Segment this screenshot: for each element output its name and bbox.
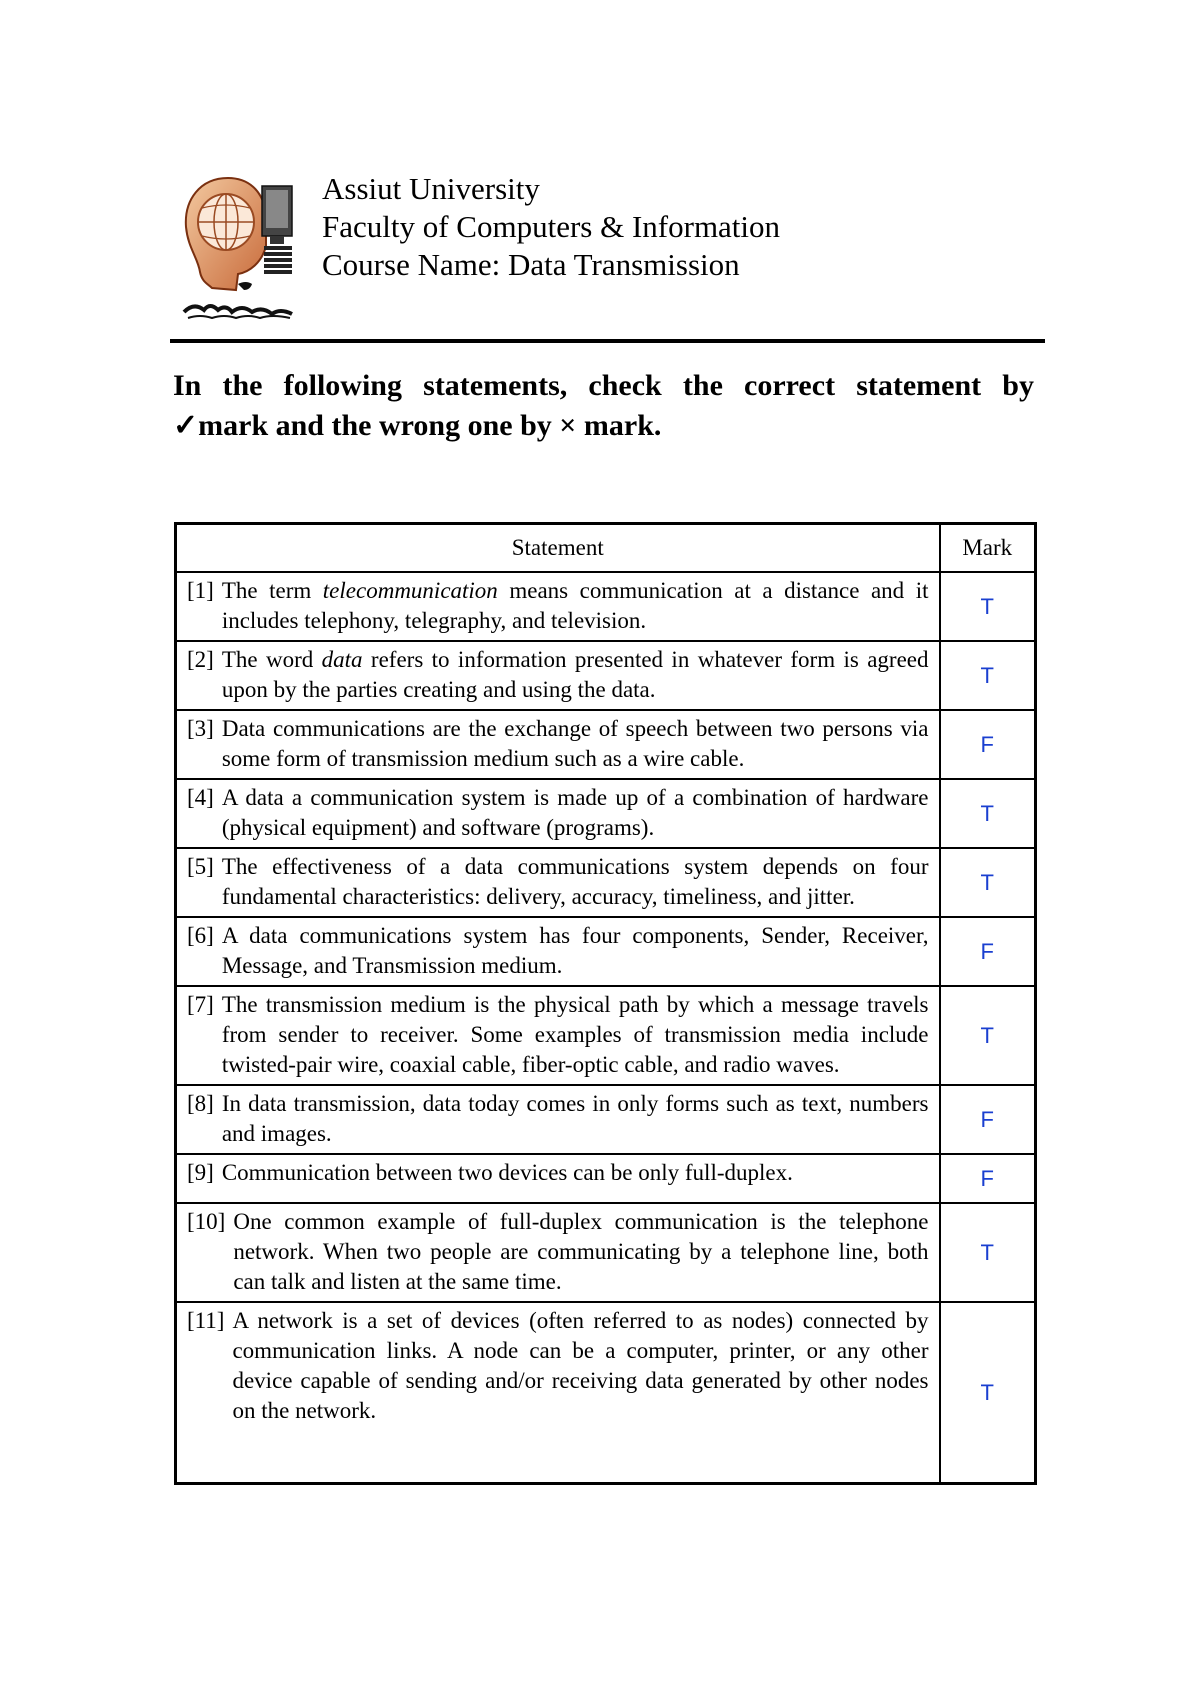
statement-text: The transmission medium is the physical path by which a message travels from sender to receiver. Some examples of transmission media include twisted-pair wire, coaxial cable, fiber-optic cable, and radio waves. [221, 992, 929, 1077]
mark-cell: T [940, 986, 1036, 1085]
statement-cell [176, 986, 940, 1085]
course-name: Course Name: Data Transmission [322, 247, 740, 282]
table-row [176, 986, 1036, 1085]
statement-text: One common example of full-duplex communication is the telephone network. When two people are communicating by a telephone line, both can talk and listen at the same time. [233, 1209, 929, 1294]
table-header-row [176, 524, 1036, 573]
statement-text: The effectiveness of a data communications system depends on four fundamental characteristics: delivery, accuracy, timeliness, and jitter. [221, 854, 929, 909]
mark-cell: T [940, 572, 1036, 641]
statement-number: [3] [187, 716, 214, 741]
statement-text: The word data refers to information presented in whatever form is agreed upon by the parties creating and using the data. [221, 647, 929, 702]
instruction-text [173, 366, 1034, 446]
statement-text: Data communications are the exchange of speech between two persons via some form of transmission medium such as a wire cable. [221, 716, 929, 771]
mark-cell: T [940, 641, 1036, 710]
statement-cell [176, 1203, 940, 1302]
statement-cell [176, 779, 940, 848]
table-row [176, 1203, 1036, 1302]
table-row [176, 572, 1036, 641]
mark-header: Mark [940, 524, 1036, 573]
instruction-line-2: ✓mark and the wrong one by × mark. [173, 409, 662, 442]
statement-number: [6] [187, 923, 214, 948]
statements-table [174, 522, 1037, 1485]
statement-cell [176, 917, 940, 986]
statement-number: [7] [187, 992, 214, 1017]
logo-icon [178, 172, 302, 322]
statement-text: A data communications system has four components, Sender, Receiver, Message, and Transmission medium. [221, 923, 929, 978]
statement-text: A network is a set of devices (often referred to as nodes) connected by communication links. A node can be a computer, printer, or any other device capable of sending and/or receiving data generated by other nodes on the network. [232, 1308, 929, 1423]
statement-cell [176, 1154, 940, 1203]
statement-text: A data a communication system is made up of a combination of hardware (physical equipment) and software (programs). [221, 785, 929, 840]
statement-cell [176, 641, 940, 710]
statement-text: Communication between two devices can be only full-duplex. [221, 1160, 793, 1185]
mark-cell: F [940, 1154, 1036, 1203]
statement-number: [2] [187, 647, 214, 672]
statement-number: [1] [187, 578, 214, 603]
faculty-logo [178, 172, 302, 322]
statement-cell [176, 1085, 940, 1154]
mark-cell: F [940, 710, 1036, 779]
statement-header: Statement [176, 524, 940, 573]
table-row [176, 1085, 1036, 1154]
mark-cell: T [940, 848, 1036, 917]
table-row [176, 710, 1036, 779]
statement-number: [9] [187, 1160, 214, 1185]
statement-number: [10] [187, 1209, 226, 1234]
table-row [176, 1302, 1036, 1484]
faculty-name: Faculty of Computers & Information [322, 209, 781, 244]
table-row [176, 917, 1036, 986]
university-name: Assiut University [322, 171, 540, 206]
table-row [176, 848, 1036, 917]
statement-cell [176, 848, 940, 917]
statement-cell [176, 710, 940, 779]
statement-cell [176, 1302, 940, 1484]
statement-number: [8] [187, 1091, 214, 1116]
mark-cell: F [940, 1085, 1036, 1154]
course-header [322, 170, 780, 284]
table-row [176, 779, 1036, 848]
statement-text: The term telecommunication means communication at a distance and it includes telephony, telegraphy, and television. [221, 578, 929, 633]
mark-cell: T [940, 1203, 1036, 1302]
statement-number: [4] [187, 785, 214, 810]
statement-number: [11] [187, 1308, 225, 1333]
statement-cell [176, 572, 940, 641]
statement-number: [5] [187, 854, 214, 879]
header-divider [170, 339, 1045, 343]
statement-text: In data transmission, data today comes in only forms such as text, numbers and images. [221, 1091, 929, 1146]
mark-cell: T [940, 779, 1036, 848]
instruction-line-1: In the following statements, check the correct statement by [173, 369, 1034, 402]
table-row [176, 641, 1036, 710]
table-row [176, 1154, 1036, 1203]
mark-cell: F [940, 917, 1036, 986]
mark-cell: T [940, 1302, 1036, 1484]
